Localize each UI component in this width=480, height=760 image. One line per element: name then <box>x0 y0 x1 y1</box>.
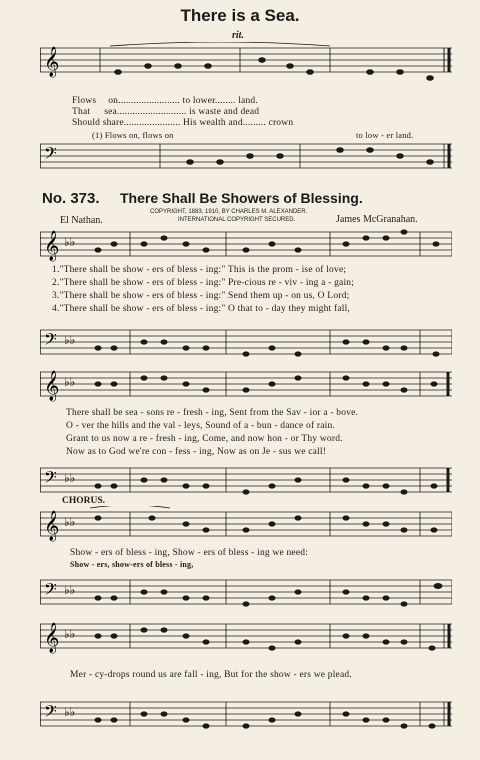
final-treble-staff <box>40 618 452 658</box>
svg-text:♭♭: ♭♭ <box>64 375 76 389</box>
svg-text:♭♭: ♭♭ <box>64 627 76 641</box>
svg-text:𝄞: 𝄞 <box>44 371 60 401</box>
svg-text:♭♭: ♭♭ <box>64 515 76 529</box>
system2-verse-1: There shall be sea - sons re - fresh - ing, Sent from the Sav - ior a - bove. <box>66 408 359 418</box>
system2-verse-3: Grant to us now a re - fresh - ing, Come, and now hon - or Thy word. <box>66 434 343 444</box>
lyricist: El Nathan. <box>60 215 103 226</box>
top-bass-lyric: (1) Flows on, flows on <box>92 130 174 140</box>
chorus-lyric-2: Mer - cy-drops round us are fall - ing, But for the show - ers we plead. <box>70 670 352 680</box>
chorus-lyric-1: Show - ers of bless - ing, Show - ers of bless - ing we need: <box>70 548 309 558</box>
chorus-lyric-1-bass: Show - ers, show-ers of bless - ing, <box>70 560 194 569</box>
svg-text:𝄞: 𝄞 <box>44 623 60 653</box>
system1-treble-staff <box>40 226 452 266</box>
chorus-treble-staff <box>40 506 452 546</box>
top-bass-lyric-end: to low - er land. <box>356 130 414 140</box>
system1-bass-staff <box>40 320 452 362</box>
system2-treble-staff <box>40 366 452 406</box>
svg-text:𝄢: 𝄢 <box>44 701 57 725</box>
top-lyric-1: Flows on........................ to lower........ land. <box>72 96 258 106</box>
top-bass-staff <box>40 136 452 178</box>
svg-text:𝄞: 𝄞 <box>44 47 60 77</box>
copyright-line-2: INTERNATIONAL COPYRIGHT SECURED. <box>178 217 296 223</box>
svg-text:𝄢: 𝄢 <box>44 143 57 167</box>
svg-text:♭♭: ♭♭ <box>64 333 76 347</box>
svg-text:♭♭: ♭♭ <box>64 705 76 719</box>
svg-text:♭♭: ♭♭ <box>64 471 76 485</box>
svg-text:♭♭: ♭♭ <box>64 583 76 597</box>
svg-text:𝄢: 𝄢 <box>44 467 57 491</box>
song-title: There Shall Be Showers of Blessing. <box>120 190 363 206</box>
system1-verse-3: 3."There shall be show - ers of bless - ing:" Send them up - on us, O Lord; <box>52 291 350 301</box>
copyright-line-1: COPYRIGHT, 1883, 1910, BY CHARLES M. ALEXANDER. <box>150 209 308 215</box>
top-song-title: There is a Sea. <box>180 6 300 25</box>
svg-text:𝄞: 𝄞 <box>44 231 60 261</box>
tempo-mark: rit. <box>232 30 244 41</box>
svg-text:𝄞: 𝄞 <box>44 511 60 541</box>
system1-verse-4: 4."There shall be show - ers of bless - ing:" O that to - day they might fall, <box>52 304 351 314</box>
top-treble-staff <box>40 42 452 88</box>
svg-text:𝄢: 𝄢 <box>44 329 57 353</box>
system2-verse-2: O - ver the hills and the val - leys, Sound of a - bun - dance of rain. <box>66 421 336 431</box>
svg-text:𝄢: 𝄢 <box>44 579 57 603</box>
final-bass-staff <box>40 694 452 734</box>
system1-verse-1: 1."There shall be show - ers of bless - ing:" This is the prom - ise of love; <box>52 265 347 275</box>
composer: James McGranahan. <box>336 214 418 225</box>
song-number: No. 373. <box>42 190 100 207</box>
svg-text:♭♭: ♭♭ <box>64 235 76 249</box>
system2-bass-staff <box>40 460 452 500</box>
system1-verse-2: 2."There shall be show - ers of bless - ing:" Pre-cious re - viv - ing a - gain; <box>52 278 355 288</box>
top-lyric-2: That sea........................... is waste and dead <box>72 107 260 117</box>
system2-verse-4: Now as to God we're con - fess - ing, Now as on Je - sus we call! <box>66 447 327 457</box>
chorus-bass-staff <box>40 572 452 612</box>
top-lyric-3: Should share...................... His wealth and......... crown <box>72 118 294 128</box>
chorus-label: CHORUS. <box>62 496 106 506</box>
